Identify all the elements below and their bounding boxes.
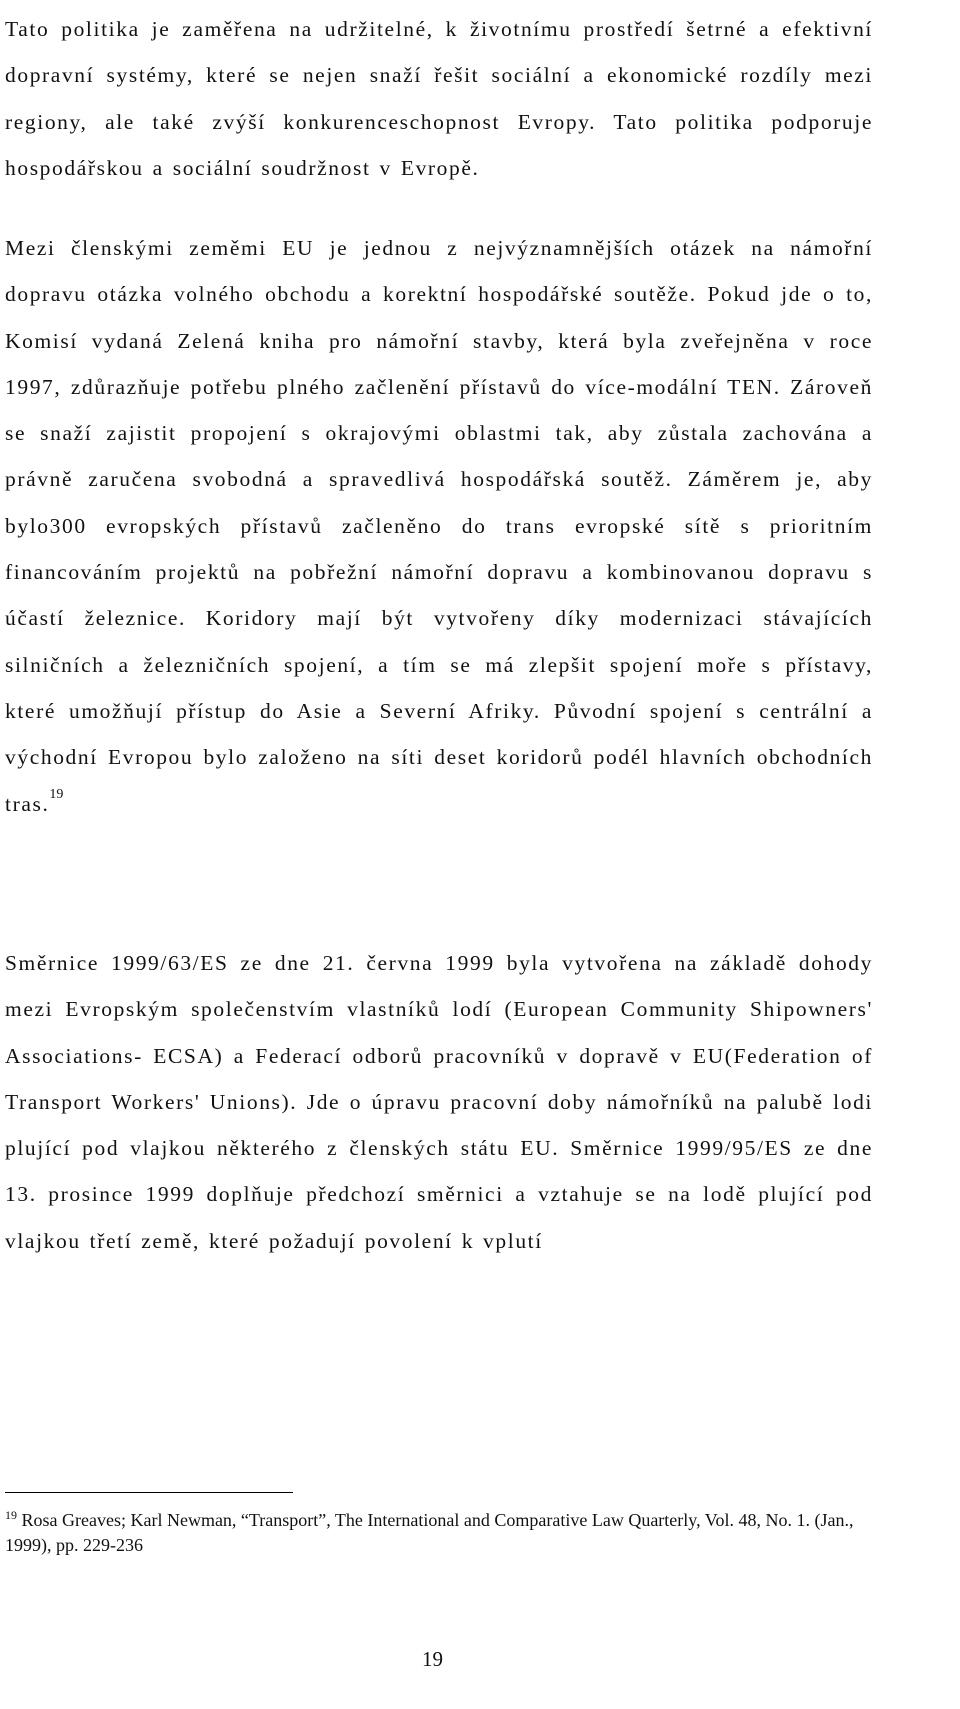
paragraph-text: Tato politika je zaměřena na udržitelné, k životnímu prostředí šetrné a efektivní dopravní systémy, které se nejen snaží řešit sociální a ekonomické rozdíly mezi regiony, ale také zvýší konkurenceschopnost Evropy. Tato politika podporuje hospodářskou a sociální soudržnost v Evropě. [5,17,873,180]
footnote [5,1508,873,1558]
footnote-text: Rosa Greaves; Karl Newman, “Transport”, The International and Comparative Law Quarterly, Vol. 48, No. 1. (Jan., 1999), pp. 229-236 [5,1510,854,1555]
paragraph-sustainable-transport [5,6,873,191]
page-number: 19 [422,1647,443,1671]
footnote-separator [5,1492,293,1493]
footnote-number: 19 [5,1508,17,1522]
paragraph-text: Mezi členskými zeměmi EU je jednou z nejvýznamnějších otázek na námořní dopravu otázka volného obchodu a korektní hospodářské soutěže. Pokud jde o to, Komisí vydaná Zelená kniha pro námořní stavby, která byla zveřejněna v roce 1997, zdůrazňuje potřebu plného začlenění přístavů do více-modální TEN. Zároveň se snaží zajistit propojení s okrajovými oblastmi tak, aby zůstala zachována a právně zaručena svobodná a spravedlivá hospodářská soutěž. Záměrem je, aby bylo300 evropských přístavů začleněno do trans evropské sítě s prioritním financováním projektů na pobřežní námořní dopravu a kombinovanou dopravu s účastí železnice. Koridory mají být vytvořeny díky modernizaci stávajících silničních a železničních spojení, a tím se má zlepšit spojení moře s přístavy, které umožňují přístup do Asie a Severní Afriky. Původní spojení s centrální a východní Evropou bylo založeno na síti deset koridorů podél hlavních obchodních tras. [5,236,873,816]
footnote-reference[interactable]: 19 [49,787,64,803]
paragraph-directive-1999-63 [5,940,873,1264]
paragraph-maritime-competition [5,225,873,827]
paragraph-text: Směrnice 1999/63/ES ze dne 21. června 1999 byla vytvořena na základě dohody mezi Evropským společenstvím vlastníků lodí (European Community Shipowners' Associations- ECSA) a Federací odborů pracovníků v dopravě v EU(Federation of Transport Workers' Unions). Jde o úpravu pracovní doby námořníků na palubě lodi plující pod vlajkou některého z členských státu EU. Směrnice 1999/95/ES ze dne 13. prosince 1999 doplňuje předchozí směrnici a vztahuje se na lodě plující pod vlajkou třetí země, které požadují povolení k vplutí [5,951,873,1253]
